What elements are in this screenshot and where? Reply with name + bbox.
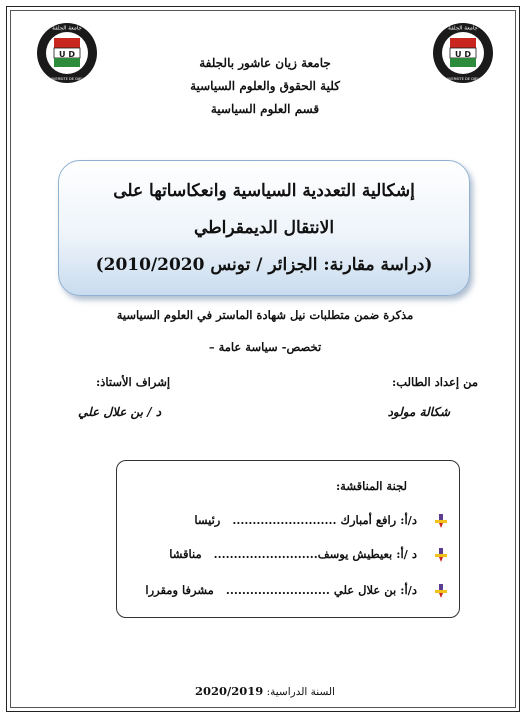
degree-statement: مذكرة ضمن متطلبات نيل شهادة الماستر في العلوم السياسية [116, 308, 414, 322]
academic-year-value: 2020/2019 [195, 684, 264, 698]
member-role: رئيسا [194, 513, 221, 527]
logo-top-text: جامعة الجلفة [52, 25, 82, 32]
member-name: د/أ: بن علال علي .......................... [225, 583, 417, 597]
member-name: د/أ: رافع أمبارك .......................... [232, 513, 417, 527]
institution-header [0, 52, 530, 121]
member-role: مشرفا ومقررا [145, 583, 214, 597]
committee-member [129, 513, 451, 533]
member-name: د /أ: بعيطيش يوسف.......................... [213, 547, 417, 561]
logo-letters: U D [455, 50, 471, 59]
faculty-name: كلية الحقوق والعلوم السياسية [190, 79, 340, 93]
thesis-title-line3: (دراسة مقارنة: الجزائر / تونس 2010/2020) [95, 255, 433, 275]
academic-year-label: السنة الدراسية: [266, 686, 335, 698]
student-name: شكالة مولود [387, 405, 450, 419]
thesis-title-box [58, 160, 470, 296]
department-name: قسم العلوم السياسية [210, 102, 320, 116]
bullet-pen-icon [435, 548, 447, 562]
supervisor-label: إشراف الأستاذ: [96, 375, 171, 389]
student-label: من إعداد الطالب: [391, 375, 478, 389]
logo-top-text: جامعة الجلفة [448, 25, 478, 32]
logo-bottom-text: UNIVERSITE DE DJELFA [46, 77, 88, 81]
academic-year [0, 684, 530, 698]
bullet-pen-icon [435, 584, 447, 598]
logo-bottom-text: UNIVERSITE DE DJELFA [442, 77, 484, 81]
committee-box [116, 460, 460, 618]
member-role: مناقشا [169, 547, 202, 561]
thesis-title-line1: إشكالية التعددية السياسية وانعكاساتها على [113, 181, 415, 201]
supervisor-name: د / بن علال علي [78, 405, 162, 419]
committee-member [129, 583, 451, 603]
specialization: تخصص- سياسة عامة – [208, 340, 322, 354]
logo-letters: U D [59, 50, 75, 59]
bullet-pen-icon [435, 514, 447, 528]
committee-title: لجنة المناقشة: [335, 479, 407, 493]
thesis-title-line2: الانتقال الديمقراطي [193, 218, 335, 238]
university-name: جامعة زيان عاشور بالجلفة [199, 56, 331, 70]
committee-member [129, 547, 451, 567]
